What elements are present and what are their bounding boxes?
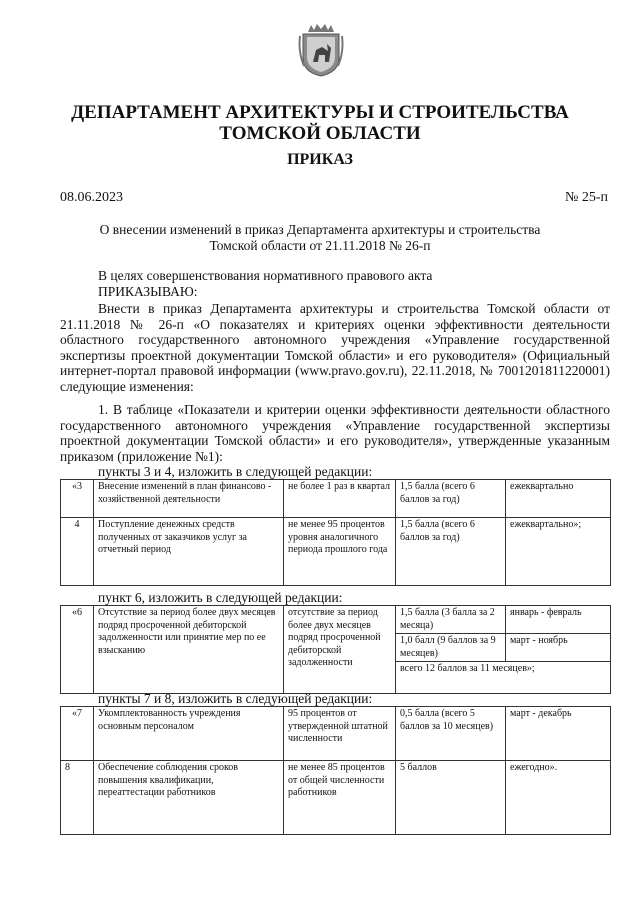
period-cell: ежеквартально»; bbox=[506, 518, 611, 586]
note-item-6: пункт 6, изложить в следующей редакции: bbox=[98, 590, 343, 605]
department-name-line2: ТОМСКОЙ ОБЛАСТИ bbox=[219, 123, 421, 144]
paragraph-1: Внести в приказ Департамента архитектуры и строительства Томской области от 21.11.2018 № 26-п «О показателях и критериях оценки эффективности деятельности областного государственного автономного учреждения «Управление государственной экспертизы проектной документации Томской области» и его руководителя» (Официальный интернет-портал правовой информации (www.pravo.gov.ru), 22.11.2018, № 7001201811220001) следующие изменения: bbox=[60, 301, 610, 394]
order-number: № 25-п bbox=[564, 190, 608, 205]
period-cell: ежеквартально bbox=[506, 480, 611, 518]
item-number: «3 bbox=[61, 480, 94, 518]
order-subject bbox=[0, 222, 640, 254]
criteria-table-items-3-4 bbox=[60, 479, 611, 586]
order-word: ПРИКАЗЫВАЮ: bbox=[98, 284, 198, 299]
table-row bbox=[61, 606, 611, 634]
indicator-cell: Поступление денежных средств полученных от заказчиков услуг за отчетный период bbox=[94, 518, 284, 586]
score-cell: 0,5 балла (всего 5 баллов за 10 месяцев) bbox=[396, 707, 506, 761]
paragraph-2: 1. В таблице «Показатели и критерии оценки эффективности деятельности областного государственного автономного учреждения «Управление государственной экспертизы проектной документации Томской области» и его руководителя», утвержденные указанным приказом (приложение №1): bbox=[60, 402, 610, 464]
item-number: 4 bbox=[61, 518, 94, 586]
score-cell: 1,0 балл (9 баллов за 9 месяцев) bbox=[396, 634, 506, 662]
note-items-3-4: пункты 3 и 4, изложить в следующей редакции: bbox=[98, 464, 373, 479]
period-cell: январь - февраль bbox=[506, 606, 611, 634]
purpose-text: В целях совершенствования нормативного правового акта bbox=[98, 268, 433, 283]
score-cell: 5 баллов bbox=[396, 761, 506, 835]
table-row bbox=[61, 518, 611, 586]
order-date: 08.06.2023 bbox=[60, 190, 123, 205]
criterion-cell: 95 процентов от утвержденной штатной численности bbox=[284, 707, 396, 761]
score-cell: 1,5 балла (3 балла за 2 месяца) bbox=[396, 606, 506, 634]
indicator-cell: Укомплектованность учреждения основным персоналом bbox=[94, 707, 284, 761]
criterion-cell: не менее 95 процентов уровня аналогичного периода прошлого года bbox=[284, 518, 396, 586]
criterion-cell: отсутствие за период более двух месяцев подряд просроченной дебиторской задолженности bbox=[284, 606, 396, 694]
subject-line2: Томской области от 21.11.2018 № 26-п bbox=[209, 238, 431, 253]
document-type: ПРИКАЗ bbox=[287, 151, 353, 168]
table-row bbox=[61, 761, 611, 835]
indicator-cell: Отсутствие за период более двух месяцев подряд просроченной дебиторской задолженности или принятие мер по ее взысканию bbox=[94, 606, 284, 694]
item-number: «7 bbox=[61, 707, 94, 761]
criterion-cell: не менее 85 процентов от общей численности работников bbox=[284, 761, 396, 835]
tomsk-region-coat-of-arms-icon bbox=[298, 22, 344, 78]
criterion-cell: не более 1 раз в квартал bbox=[284, 480, 396, 518]
criteria-table-items-7-8 bbox=[60, 706, 611, 835]
indicator-cell: Внесение изменений в план финансово - хозяйственной деятельности bbox=[94, 480, 284, 518]
score-cell: 1,5 балла (всего 6 баллов за год) bbox=[396, 480, 506, 518]
period-cell: март - декабрь bbox=[506, 707, 611, 761]
note-items-7-8: пункты 7 и 8, изложить в следующей редакции: bbox=[98, 691, 373, 706]
score-cell: 1,5 балла (всего 6 баллов за год) bbox=[396, 518, 506, 586]
subject-line1: О внесении изменений в приказ Департамента архитектуры и строительства bbox=[99, 222, 541, 237]
item-number: 8 bbox=[61, 761, 94, 835]
table-row bbox=[61, 707, 611, 761]
period-cell: ежегодно». bbox=[506, 761, 611, 835]
table-row bbox=[61, 480, 611, 518]
indicator-cell: Обеспечение соблюдения сроков повышения квалификации, переаттестации работников bbox=[94, 761, 284, 835]
department-name-line1: ДЕПАРТАМЕНТ АРХИТЕКТУРЫ И СТРОИТЕЛЬСТВА bbox=[71, 102, 569, 123]
total-score-cell: всего 12 баллов за 11 месяцев»; bbox=[396, 662, 611, 694]
period-cell: март - ноябрь bbox=[506, 634, 611, 662]
item-number: «6 bbox=[61, 606, 94, 694]
criteria-table-item-6 bbox=[60, 605, 611, 694]
